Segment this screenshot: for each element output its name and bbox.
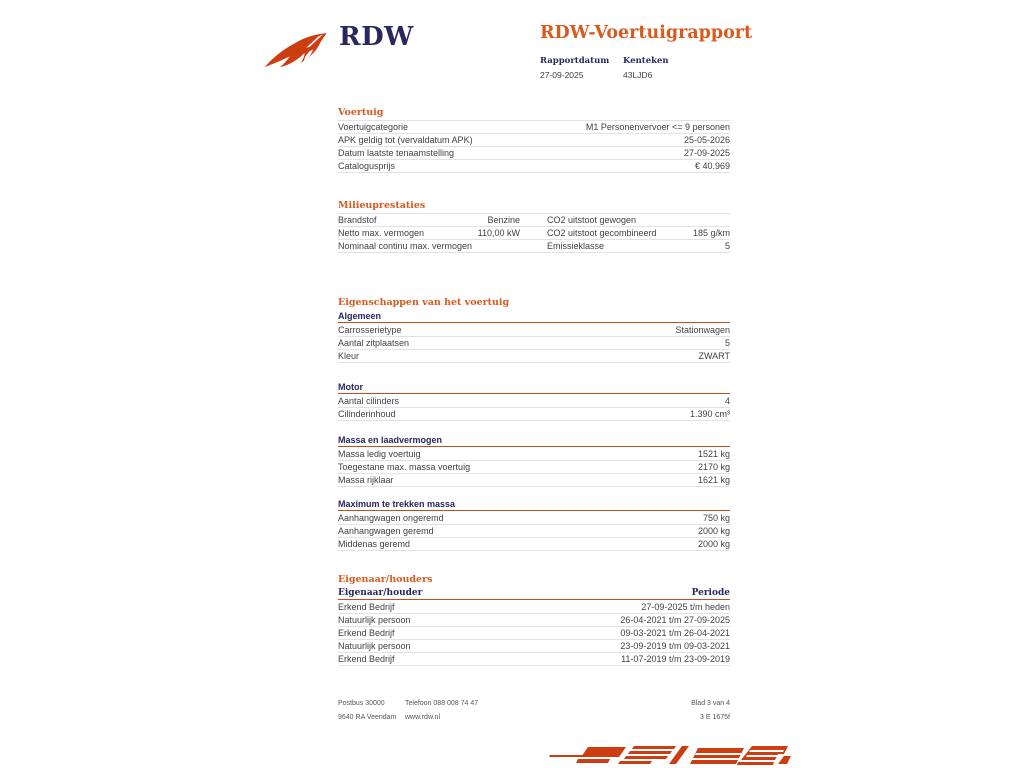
section-milieuprestaties [338, 199, 730, 253]
row-label: Massa rijklaar [338, 475, 394, 485]
owners-table-header [338, 587, 730, 600]
table-row [338, 600, 730, 613]
row-label: CO2 uitstoot gecombineerd [547, 228, 657, 238]
row-label: Voertuigcategorie [338, 122, 409, 132]
table-row [338, 213, 730, 226]
section-eigenschappen [338, 296, 730, 551]
row-label: Brandstof [338, 215, 377, 225]
row-value: 1621 kg [697, 475, 730, 485]
table-row [338, 336, 730, 349]
row-value: 110,00 kW [477, 228, 520, 238]
subsection-algemeen [338, 310, 730, 363]
table-row [338, 524, 730, 537]
footer-website: www.rdw.nl [405, 714, 441, 721]
table-row [338, 511, 730, 524]
section-eigenaar-houders [338, 573, 730, 666]
subsection-title-algemeen: Algemeen [338, 310, 730, 323]
speed-stripes-graphic [548, 744, 792, 768]
footer-address-line2: 9640 RA Veendam [338, 714, 397, 721]
subsection-title-massa: Massa en laadvermogen [338, 434, 730, 447]
kenteken-label: Kenteken [623, 56, 669, 67]
table-row [338, 349, 730, 362]
owner-period: 23-09-2019 t/m 09-03-2021 [620, 641, 730, 651]
table-row [338, 613, 730, 626]
table-row [338, 159, 730, 172]
section-title-eigenaar-houders: Eigenaar/houders [338, 574, 433, 585]
report-head [540, 23, 753, 81]
owner-period: 11-07-2019 t/m 23-09-2019 [621, 654, 730, 664]
row-label: Toegestane max. massa voertuig [338, 462, 471, 472]
subsection-title-motor: Motor [338, 381, 730, 394]
section-title-voertuig: Voertuig [338, 107, 384, 118]
row-label: Kleur [338, 351, 360, 361]
table-row [338, 460, 730, 473]
row-label: Middenas geremd [338, 539, 411, 549]
row-value: € 40.969 [694, 161, 730, 171]
table-row [338, 639, 730, 652]
row-value: 2000 kg [697, 539, 730, 549]
table-row [338, 239, 730, 252]
owner-name: Natuurlijk persoon [338, 615, 411, 625]
row-label: Netto max. vermogen [338, 228, 425, 238]
row-value: 5 [724, 241, 730, 251]
row-label: Massa ledig voertuig [338, 448, 421, 459]
rdw-wing-icon [262, 30, 330, 74]
footer-form-code: 3 E 1675f [700, 714, 730, 721]
row-value: 1521 kg [697, 448, 730, 459]
table-row [338, 407, 730, 420]
owner-name: Erkend Bedrijf [338, 628, 395, 638]
footer-page-indicator: Blad 3 van 4 [691, 700, 730, 707]
meta-rapportdatum [540, 56, 623, 80]
report-content [338, 106, 730, 666]
table-row [338, 537, 730, 550]
table-row [338, 226, 730, 239]
meta-kenteken [623, 56, 706, 80]
row-value: 5 [724, 338, 730, 348]
rapportdatum-value: 27-09-2025 [540, 70, 584, 81]
row-label: Aanhangwagen ongeremd [338, 512, 444, 523]
row-label: Carrosserietype [338, 324, 402, 335]
column-header-eigenaar: Eigenaar/houder [338, 588, 423, 598]
row-value: 27-09-2025 [683, 148, 730, 158]
table-row [338, 323, 730, 336]
table-row [338, 473, 730, 486]
owner-name: Erkend Bedrijf [338, 601, 395, 612]
row-label: Emissieklasse [547, 241, 605, 251]
row-label: APK geldig tot (vervaldatum APK) [338, 135, 473, 145]
owner-period: 27-09-2025 t/m heden [641, 601, 730, 612]
row-value: 2000 kg [697, 526, 730, 536]
section-title-milieuprestaties: Milieuprestaties [338, 200, 426, 211]
table-row [338, 447, 730, 460]
brand [262, 24, 414, 74]
page-footer [338, 700, 730, 728]
owner-period: 09-03-2021 t/m 26-04-2021 [620, 628, 730, 638]
row-value: Benzine [487, 215, 520, 225]
row-label: CO2 uitstoot gewogen [547, 215, 637, 225]
owner-name: Erkend Bedrijf [338, 654, 395, 664]
row-value: 185 g/km [692, 228, 730, 238]
table-row [338, 626, 730, 639]
row-value: 750 kg [702, 512, 730, 523]
subsection-title-trekken-massa: Maximum te trekken massa [338, 498, 730, 511]
report-meta [540, 56, 730, 80]
rapportdatum-label: Rapportdatum [540, 56, 610, 67]
row-label: Datum laatste tenaamstelling [338, 148, 455, 158]
row-value: 1.390 cm³ [689, 409, 730, 419]
table-row [338, 652, 730, 665]
row-label: Aanhangwagen geremd [338, 526, 434, 536]
subsection-motor [338, 381, 730, 421]
row-value: 25-05-2026 [683, 135, 730, 145]
column-header-periode: Periode [691, 588, 730, 598]
brand-logo-text: RDW [339, 22, 414, 52]
section-title-eigenschappen: Eigenschappen van het voertuig [338, 297, 510, 308]
subsection-trekken-massa [338, 498, 730, 551]
table-row [338, 133, 730, 146]
footer-address-line1: Postbus 30000 [338, 700, 385, 707]
row-label: Nominaal continu max. vermogen [338, 241, 473, 251]
row-value: 2170 kg [697, 462, 730, 472]
row-value: 4 [724, 395, 730, 406]
owner-name: Natuurlijk persoon [338, 641, 411, 651]
kenteken-value: 43LJD6 [623, 70, 653, 81]
row-value: ZWART [698, 351, 730, 361]
row-label: Aantal cilinders [338, 395, 400, 406]
section-voertuig [338, 106, 730, 173]
row-value: Stationwagen [675, 324, 730, 335]
row-value: M1 Personenvervoer <= 9 personen [585, 122, 730, 132]
owner-period: 26-04-2021 t/m 27-09-2025 [620, 615, 730, 625]
table-row [338, 120, 730, 133]
footer-phone: Telefoon 088 008 74 47 [405, 700, 479, 707]
row-label: Cilinderinhoud [338, 409, 396, 419]
row-label: Catalogusprijs [338, 161, 396, 171]
table-row [338, 394, 730, 407]
table-row [338, 146, 730, 159]
row-label: Aantal zitplaatsen [338, 338, 410, 348]
subsection-massa [338, 434, 730, 487]
report-title: RDW-Voertuigrapport [540, 23, 753, 43]
